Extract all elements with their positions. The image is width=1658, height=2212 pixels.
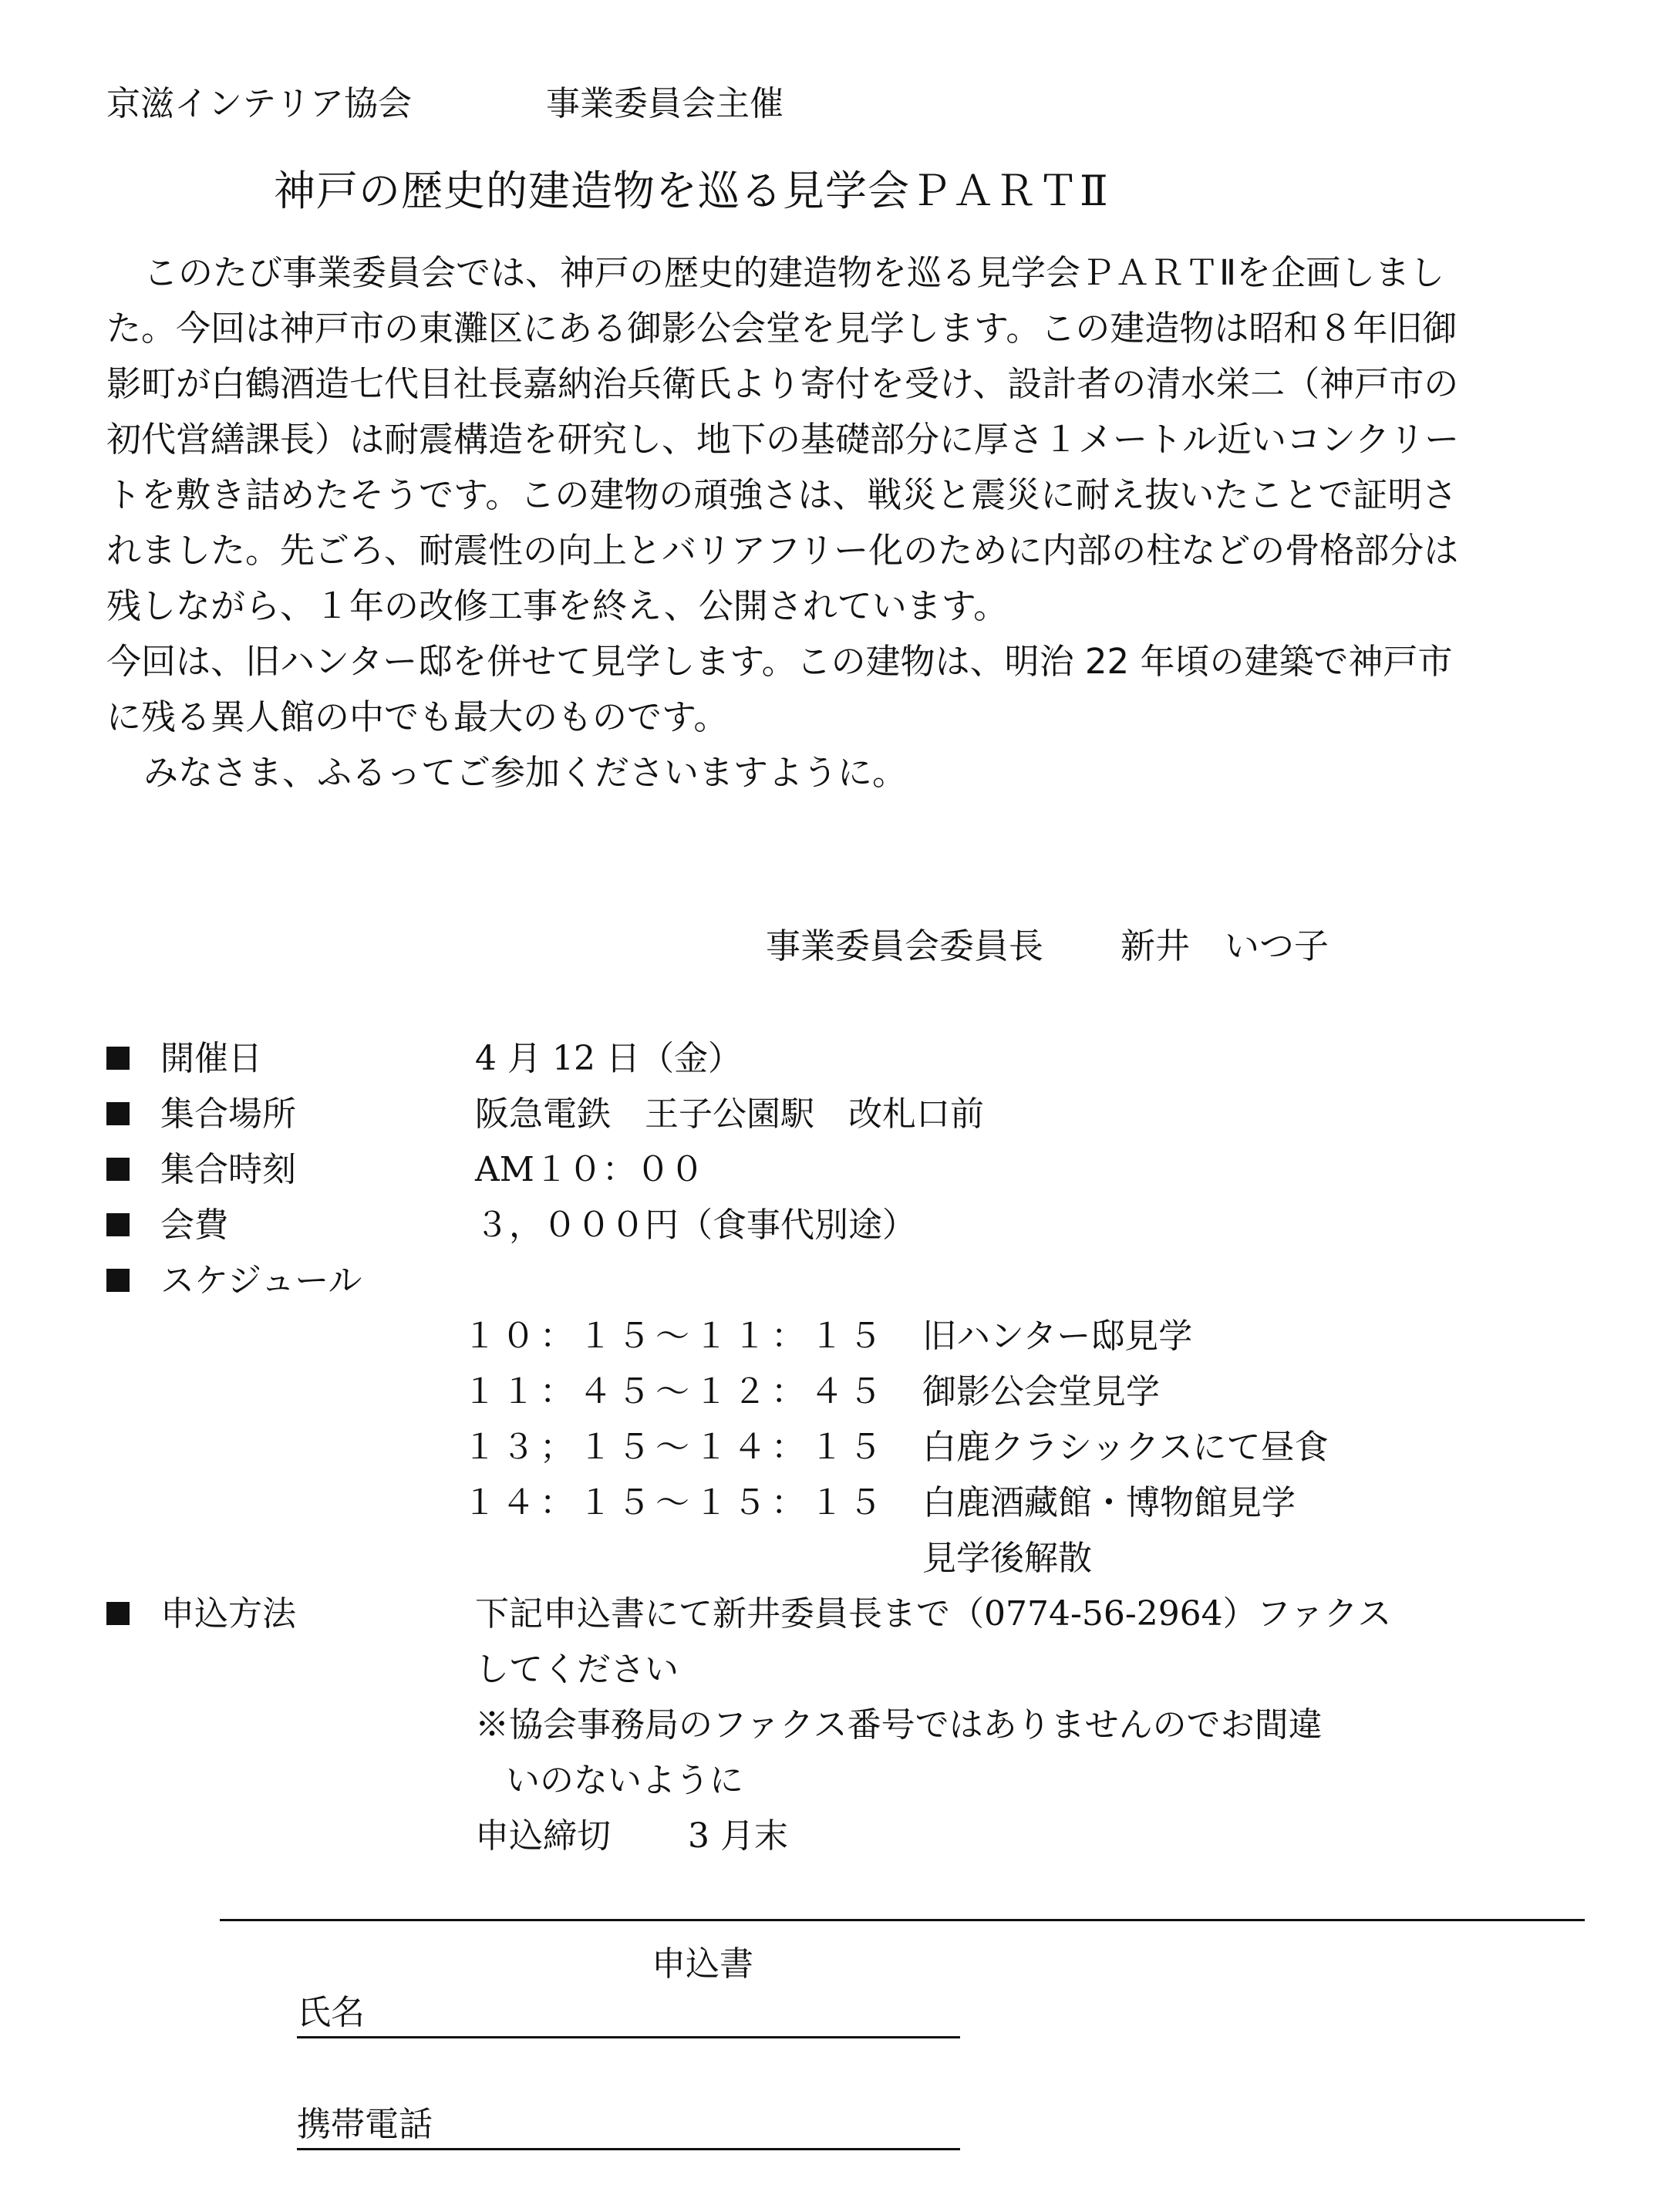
detail-row-time — [106, 1142, 1556, 1198]
signature-name: 新井 いつ子 — [1120, 926, 1329, 966]
name-field[interactable] — [297, 1990, 960, 2038]
apply-label: 申込方法 — [160, 1594, 296, 1634]
detail-row-schedule — [106, 1253, 1556, 1309]
apply-note-2: いのないように — [506, 1761, 743, 1800]
apply-line-2: してください — [475, 1650, 679, 1689]
detail-row-apply — [106, 1587, 1556, 1642]
apply-note-row-2 — [106, 1753, 1556, 1809]
deadline-row — [106, 1809, 1556, 1864]
mobile-phone-field-label: 携帯電話 — [297, 2105, 433, 2144]
detail-row-place — [106, 1087, 1556, 1142]
signature — [766, 918, 1329, 968]
body-paragraph-2: 今回は、旧ハンター邸を併せて見学します。この建物は、明治 22 年頃の建築で神戸市に残る異人館の中でも最大のものです。 — [106, 641, 1453, 737]
fee-label: 会費 — [160, 1205, 228, 1245]
event-details — [106, 1031, 1556, 1864]
bullet-square-icon — [106, 1047, 130, 1070]
schedule-activity: 白鹿クラシックスにて昼食 — [922, 1428, 1329, 1467]
bullet-square-icon — [106, 1158, 130, 1181]
schedule-item — [106, 1420, 1556, 1475]
body-paragraph-1: このたび事業委員会では、神戸の歴史的建造物を巡る見学会ＰＡＲＴⅡを企画しました。今回は神戸市の東灘区にある御影公会堂を見学します。この建造物は昭和８年旧御影町が白鶴酒造七代目社長嘉納治兵衛氏より寄付を受け、設計者の清水栄二（神戸市の初代営繕課長）は耐震構造を研究し、地下の基礎部分に厚さ１メートル近いコンクリートを敷き詰めたそうです。この建物の頑強さは、戦災と震災に耐え抜いたことで証明されました。先ごろ、耐震性の向上とバリアフリー化のために内部の柱などの骨格部分は残しながら、１年の改修工事を終え、公開されています。 — [106, 252, 1460, 626]
apply-note-1: ※協会事務局のファクス番号ではありませんのでお間違 — [475, 1705, 1323, 1745]
name-field-label: 氏名 — [297, 1993, 365, 2032]
schedule-time: １３；１５～１４：１５ — [463, 1428, 887, 1467]
schedule-time: １４：１５～１５：１５ — [463, 1483, 887, 1522]
schedule-time: １１：４５～１２：４５ — [463, 1372, 887, 1411]
bullet-square-icon — [106, 1602, 130, 1625]
bullet-square-icon — [106, 1269, 130, 1292]
schedule-activity: 見学後解散 — [922, 1539, 1092, 1578]
schedule-activity: 白鹿酒藏館・博物館見学 — [922, 1483, 1296, 1522]
date-value: 4 月 12 日（金） — [475, 1039, 742, 1078]
deadline-label: 申込締切 — [475, 1816, 611, 1856]
application-form-title: 申込書 — [652, 1944, 753, 1984]
mobile-phone-field[interactable] — [297, 2102, 960, 2150]
fee-value: ３，０００円（食事代別途） — [475, 1205, 916, 1245]
date-label: 開催日 — [160, 1039, 262, 1078]
signature-role: 事業委員会委員長 — [766, 926, 1044, 966]
body-paragraph-3: みなさま、ふるってご参加くださいますように。 — [143, 752, 908, 793]
time-label: 集合時刻 — [160, 1150, 296, 1189]
place-label: 集合場所 — [160, 1094, 296, 1134]
apply-line-1: 下記申込書にて新井委員長まで（0774-56-2964）ファクス — [475, 1594, 1392, 1634]
schedule-activity: 旧ハンター邸見学 — [922, 1317, 1193, 1356]
schedule-item — [106, 1531, 1556, 1587]
host-committee: 事業委員会主催 — [546, 84, 784, 123]
body-text — [106, 245, 1479, 801]
schedule-item — [106, 1475, 1556, 1531]
place-value: 阪急電鉄 王子公園駅 改札口前 — [475, 1094, 984, 1134]
section-divider — [220, 1919, 1585, 1921]
detail-row-fee — [106, 1198, 1556, 1253]
schedule-activity: 御影公会堂見学 — [922, 1372, 1160, 1411]
bullet-square-icon — [106, 1213, 130, 1236]
organization-name: 京滋インテリア協会 — [106, 84, 412, 123]
schedule-label: スケジュール — [160, 1261, 362, 1300]
schedule-item — [106, 1364, 1556, 1420]
schedule-time: １０：１５～１１：１５ — [463, 1317, 887, 1356]
schedule-item — [106, 1309, 1556, 1364]
bullet-square-icon — [106, 1102, 130, 1125]
deadline-value: 3 月末 — [688, 1816, 788, 1856]
document-title: 神戸の歴史的建造物を巡る見学会ＰＡＲＴⅡ — [274, 167, 1109, 215]
apply-continuation-row — [106, 1642, 1556, 1698]
detail-row-date — [106, 1031, 1556, 1087]
schedule-time — [463, 1531, 922, 1587]
time-value: AM１０：００ — [475, 1150, 704, 1189]
apply-note-row-1 — [106, 1698, 1556, 1753]
document-header — [106, 76, 784, 125]
